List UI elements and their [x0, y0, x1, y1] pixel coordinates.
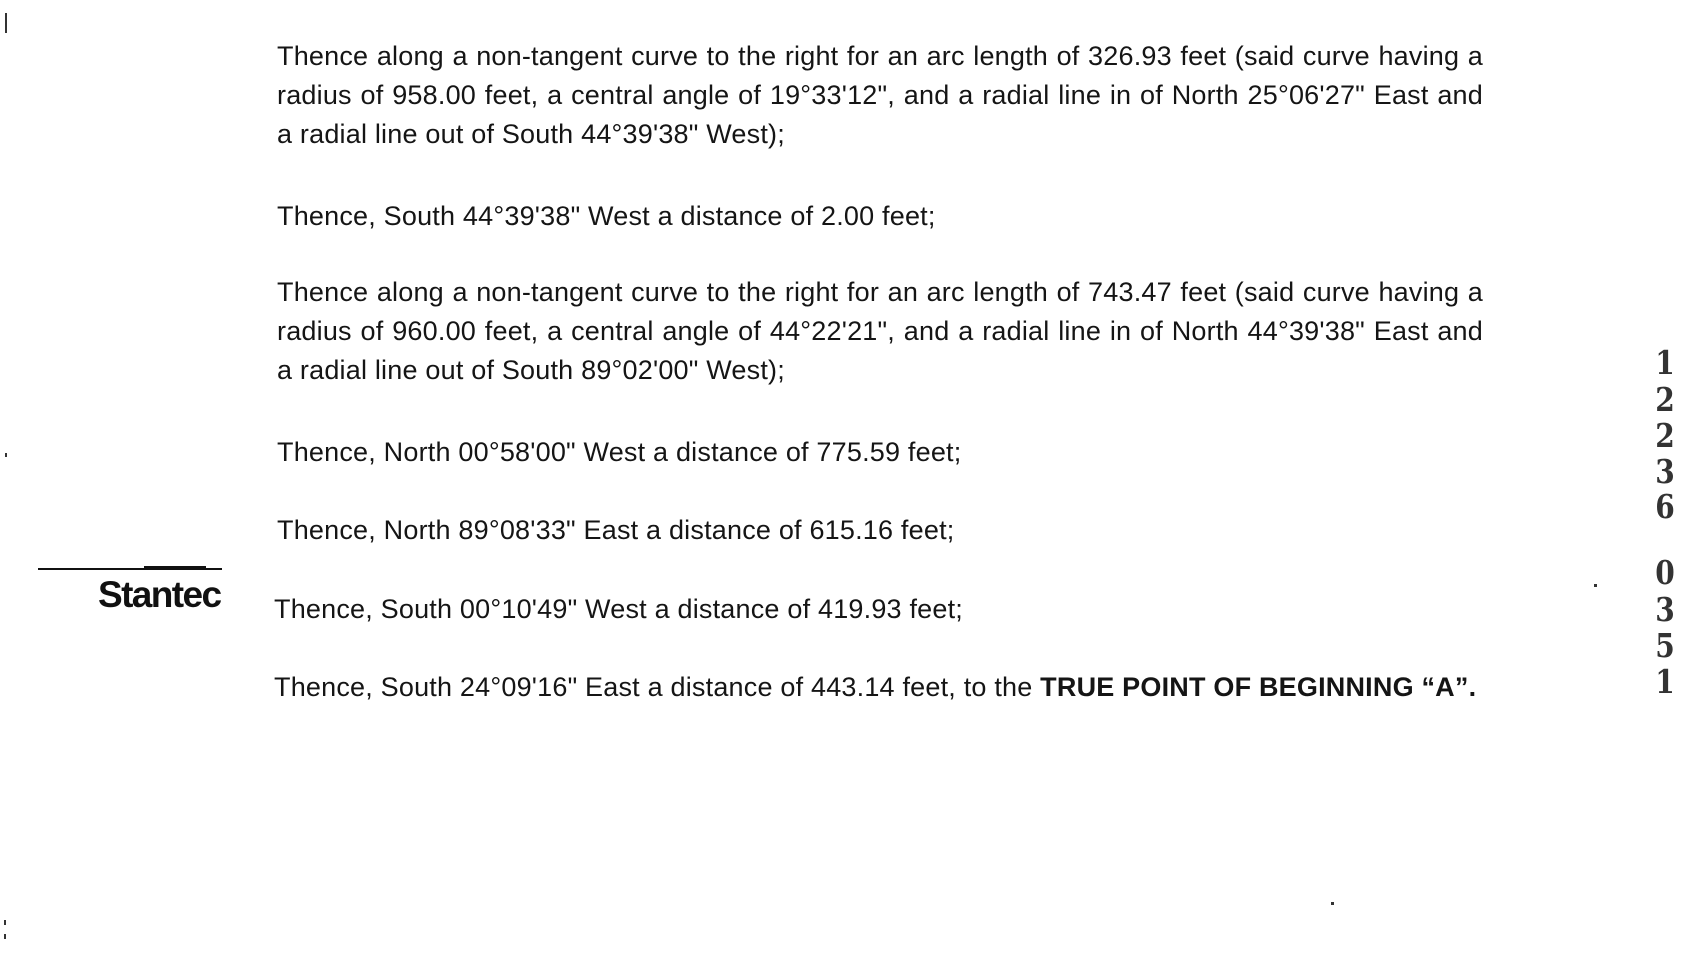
stamp-digit: 3: [1655, 590, 1675, 629]
stamp-digit: 6: [1655, 487, 1675, 526]
stamp-digit: 1: [1655, 662, 1675, 701]
description-paragraph-curve-2: Thence along a non-tangent curve to the right for an arc length of 743.47 feet (said curve having a radius of 960.00 feet, a central angle of 44°22'21", and a radial line in of North 44°39'38" East and a radial line out of South 89°02'00" West);: [277, 277, 1483, 385]
stamp-digit: 2: [1655, 416, 1675, 455]
description-paragraph-course-3: Thence, North 89°08'33" East a distance of 615.16 feet;: [277, 515, 955, 545]
description-paragraph-curve-1: Thence along a non-tangent curve to the right for an arc length of 326.93 feet (said curve having a radius of 958.00 feet, a central angle of 19°33'12", and a radial line in of North 25°06'27" East and a radial line out of South 44°39'38" West);: [277, 41, 1483, 149]
logo-rule: [38, 568, 222, 570]
logo-rule-accent: [144, 566, 206, 568]
scan-mark: [4, 920, 6, 925]
true-point-of-beginning: TRUE POINT OF BEGINNING “A”.: [1040, 672, 1477, 702]
stamp-digit: 2: [1655, 380, 1675, 419]
description-paragraph-course-1: Thence, South 44°39'38" West a distance of 2.00 feet;: [277, 201, 936, 231]
scan-mark: [5, 453, 7, 457]
scan-mark: [4, 934, 6, 939]
description-paragraph-final-course: [274, 668, 1480, 707]
final-course-text: Thence, South 24°09'16" East a distance of 443.14 feet, to the: [274, 672, 1033, 702]
stantec-logo: Stantec: [98, 574, 221, 615]
stamp-digit: 1: [1655, 343, 1675, 382]
scan-mark: [1594, 584, 1597, 587]
stamp-digit: 3: [1655, 452, 1675, 491]
stamp-digit: 0: [1655, 553, 1675, 592]
description-paragraph-course-4: Thence, South 00°10'49" West a distance of 419.93 feet;: [274, 594, 963, 624]
scan-mark: [1331, 902, 1334, 905]
stamp-digit: 5: [1655, 626, 1675, 665]
scan-mark: [5, 13, 7, 33]
description-paragraph-course-2: Thence, North 00°58'00" West a distance of 775.59 feet;: [277, 437, 962, 467]
